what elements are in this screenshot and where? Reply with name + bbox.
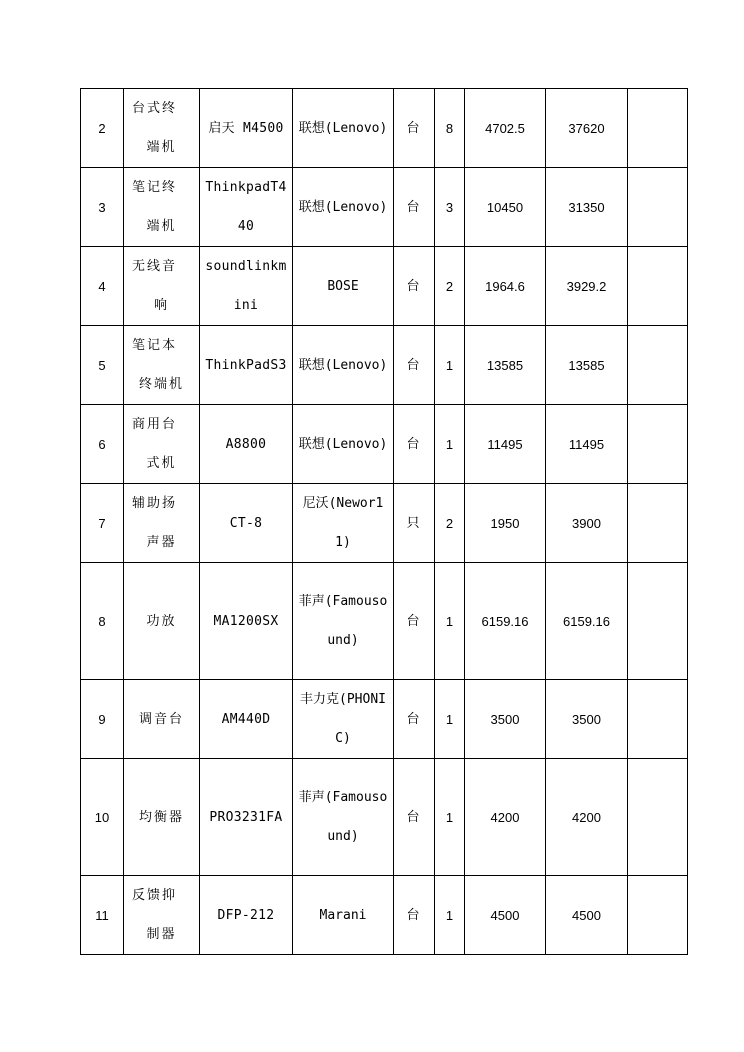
cell-price: 1950 <box>465 484 546 563</box>
table-row <box>81 759 688 876</box>
cell-qty: 1 <box>435 759 465 876</box>
table-row <box>81 680 688 759</box>
cell-no: 2 <box>81 89 124 168</box>
cell-name: 均衡器 <box>124 759 200 876</box>
equipment-table <box>80 88 688 955</box>
cell-no: 9 <box>81 680 124 759</box>
cell-model: AM440D <box>200 680 293 759</box>
table-row <box>81 89 688 168</box>
cell-no: 4 <box>81 247 124 326</box>
cell-price: 11495 <box>465 405 546 484</box>
cell-total: 37620 <box>546 89 628 168</box>
cell-brand: 丰力克(PHONIC) <box>293 680 394 759</box>
cell-no: 10 <box>81 759 124 876</box>
cell-model: A8800 <box>200 405 293 484</box>
cell-note <box>628 89 688 168</box>
cell-unit: 台 <box>394 405 435 484</box>
cell-brand: 联想(Lenovo) <box>293 168 394 247</box>
cell-model: ThinkPadS3 <box>200 326 293 405</box>
cell-brand: 联想(Lenovo) <box>293 326 394 405</box>
cell-total: 4500 <box>546 876 628 955</box>
cell-qty: 2 <box>435 484 465 563</box>
cell-price: 4200 <box>465 759 546 876</box>
cell-model: soundlinkmini <box>200 247 293 326</box>
cell-name: 台式终端机 <box>124 89 200 168</box>
cell-no: 11 <box>81 876 124 955</box>
cell-name: 无线音响 <box>124 247 200 326</box>
cell-total: 31350 <box>546 168 628 247</box>
cell-total: 4200 <box>546 759 628 876</box>
cell-name: 反馈抑制器 <box>124 876 200 955</box>
cell-no: 5 <box>81 326 124 405</box>
cell-total: 3900 <box>546 484 628 563</box>
cell-note <box>628 405 688 484</box>
cell-no: 8 <box>81 563 124 680</box>
cell-name: 商用台式机 <box>124 405 200 484</box>
equipment-table-body <box>81 89 688 955</box>
cell-model: 启天 M4500 <box>200 89 293 168</box>
cell-price: 10450 <box>465 168 546 247</box>
cell-unit: 台 <box>394 876 435 955</box>
table-row <box>81 405 688 484</box>
table-row <box>81 563 688 680</box>
cell-brand: BOSE <box>293 247 394 326</box>
cell-brand: 尼沃(Newor11) <box>293 484 394 563</box>
cell-qty: 3 <box>435 168 465 247</box>
table-row <box>81 484 688 563</box>
cell-no: 3 <box>81 168 124 247</box>
cell-no: 6 <box>81 405 124 484</box>
cell-price: 4702.5 <box>465 89 546 168</box>
cell-name: 笔记本终端机 <box>124 326 200 405</box>
cell-brand: 菲声(Famousound) <box>293 563 394 680</box>
cell-note <box>628 484 688 563</box>
cell-name: 笔记终端机 <box>124 168 200 247</box>
cell-model: PRO3231FA <box>200 759 293 876</box>
cell-name: 辅助扬声器 <box>124 484 200 563</box>
cell-note <box>628 563 688 680</box>
cell-price: 1964.6 <box>465 247 546 326</box>
cell-model: MA1200SX <box>200 563 293 680</box>
cell-qty: 1 <box>435 680 465 759</box>
cell-total: 6159.16 <box>546 563 628 680</box>
cell-no: 7 <box>81 484 124 563</box>
cell-qty: 1 <box>435 876 465 955</box>
cell-qty: 1 <box>435 563 465 680</box>
cell-unit: 台 <box>394 563 435 680</box>
cell-unit: 台 <box>394 89 435 168</box>
cell-note <box>628 326 688 405</box>
cell-total: 13585 <box>546 326 628 405</box>
cell-qty: 1 <box>435 326 465 405</box>
cell-price: 4500 <box>465 876 546 955</box>
table-row <box>81 247 688 326</box>
cell-brand: 菲声(Famousound) <box>293 759 394 876</box>
cell-total: 3929.2 <box>546 247 628 326</box>
cell-unit: 只 <box>394 484 435 563</box>
cell-name: 调音台 <box>124 680 200 759</box>
cell-unit: 台 <box>394 247 435 326</box>
cell-model: DFP-212 <box>200 876 293 955</box>
cell-total: 11495 <box>546 405 628 484</box>
cell-note <box>628 680 688 759</box>
cell-model: ThinkpadT440 <box>200 168 293 247</box>
cell-unit: 台 <box>394 759 435 876</box>
cell-qty: 1 <box>435 405 465 484</box>
cell-unit: 台 <box>394 680 435 759</box>
cell-total: 3500 <box>546 680 628 759</box>
cell-note <box>628 168 688 247</box>
cell-note <box>628 247 688 326</box>
table-row <box>81 326 688 405</box>
cell-qty: 8 <box>435 89 465 168</box>
table-row <box>81 876 688 955</box>
cell-brand: 联想(Lenovo) <box>293 89 394 168</box>
cell-unit: 台 <box>394 168 435 247</box>
cell-unit: 台 <box>394 326 435 405</box>
cell-note <box>628 876 688 955</box>
cell-price: 3500 <box>465 680 546 759</box>
cell-brand: 联想(Lenovo) <box>293 405 394 484</box>
cell-note <box>628 759 688 876</box>
cell-name: 功放 <box>124 563 200 680</box>
cell-price: 13585 <box>465 326 546 405</box>
cell-qty: 2 <box>435 247 465 326</box>
cell-price: 6159.16 <box>465 563 546 680</box>
cell-model: CT-8 <box>200 484 293 563</box>
table-row <box>81 168 688 247</box>
cell-brand: Marani <box>293 876 394 955</box>
